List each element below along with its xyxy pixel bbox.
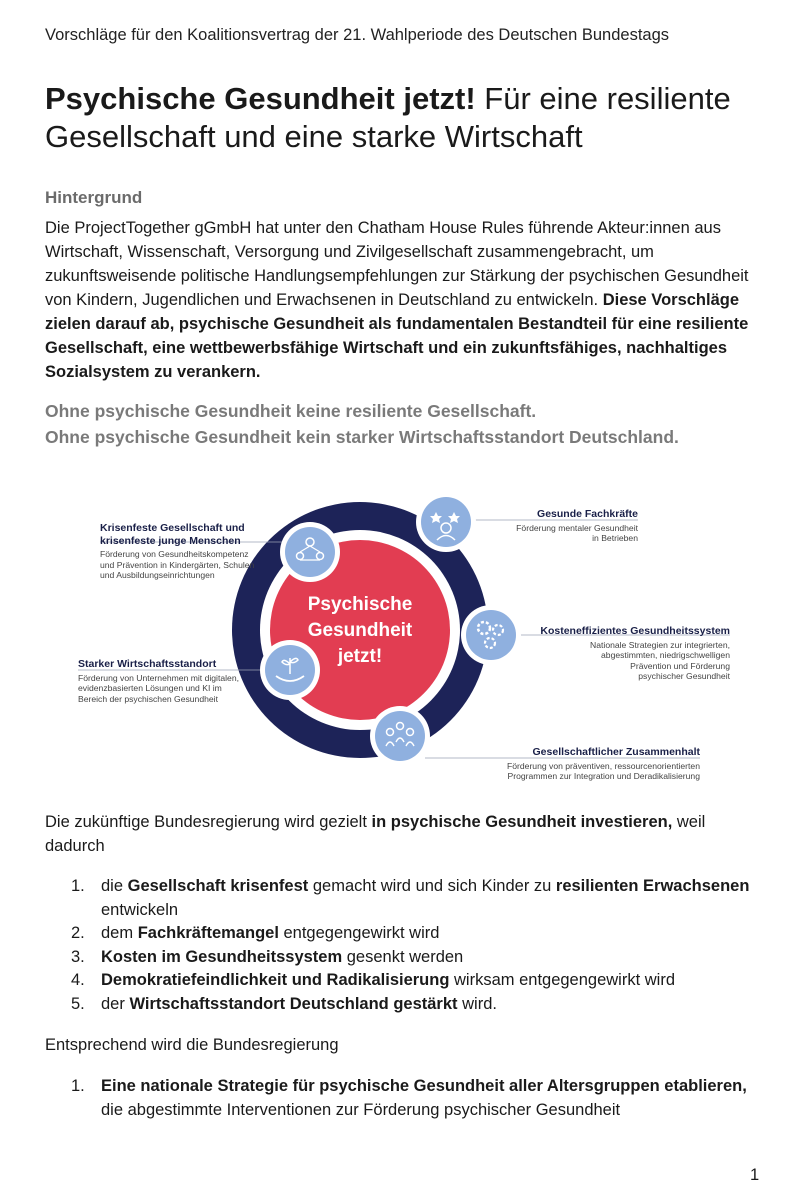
list-item-bold-text: Gesellschaft krisenfest bbox=[127, 877, 309, 895]
list-item-bold-text: Fachkräftemangel bbox=[137, 924, 279, 942]
node-desc-5b: evidenzbasierten Lösungen und KI im bbox=[78, 683, 222, 693]
node-desc-4a: Förderung von präventiven, ressourcenorientierten bbox=[507, 760, 700, 771]
diagram-center-line-2: Gesundheit bbox=[307, 620, 413, 641]
node-desc-5c: Bereich der psychischen Gesundheit bbox=[78, 693, 218, 704]
worker-stars-icon bbox=[416, 492, 476, 552]
list-item-bold-text: Kosten im Gesundheitssystem bbox=[101, 947, 343, 966]
invest-pre: Die zukünftige Bundesregierung wird gezielt bbox=[45, 813, 372, 831]
list-item bbox=[45, 946, 760, 970]
background-text: Die ProjectTogether gGmbH hat unter den Chatham House Rules führende Akteur:innen aus Wirtschaft, Wissenschaft, Versorgung und Zivilgesellschaft zusammengebracht, um zukunftsweisende politische Handlungsempfehlungen zur Stärkung der psychischen Gesundheit von Kindern, Jugendlichen und Erwachsenen in Deutschland zu entwickeln. bbox=[45, 219, 749, 309]
diagram-center-line-1: Psychische bbox=[307, 594, 413, 615]
mental-health-diagram bbox=[60, 490, 760, 790]
list-item-number: 2. bbox=[71, 924, 85, 942]
node-desc-3a: Nationale Strategien zur integrierten, bbox=[590, 639, 730, 650]
node-label-gesunde-fachkraefte bbox=[468, 508, 638, 544]
invest-bold: in psychische Gesundheit investieren, bbox=[371, 813, 673, 831]
list-item bbox=[45, 922, 760, 946]
list-item-text: gesenkt werden bbox=[342, 947, 464, 966]
diagram-center-line-3: jetzt! bbox=[337, 646, 383, 667]
list-item-text: dem bbox=[101, 924, 138, 942]
node-desc-5a: Förderung von Unternehmen mit digitalen, bbox=[78, 672, 239, 683]
slogans bbox=[45, 398, 785, 450]
node-desc-1a: Förderung von Gesundheitskompetenz bbox=[100, 549, 249, 559]
list-item-bold-text: resilienten Erwachsenen bbox=[555, 877, 750, 895]
node-desc-4 bbox=[440, 761, 700, 782]
measures-list bbox=[45, 1075, 760, 1122]
list-item-bold-text: Wirtschaftsstandort Deutschland gestärkt bbox=[129, 994, 458, 1013]
node-title-3: Kosteneffizientes Gesundheitssystem bbox=[540, 625, 730, 637]
people-network-icon bbox=[280, 522, 340, 582]
list-item bbox=[45, 969, 760, 993]
list-item-text: der bbox=[101, 994, 130, 1013]
list-item-text: wirksam entgegengewirkt wird bbox=[449, 971, 676, 989]
invest-post: weil dadurch bbox=[45, 813, 706, 855]
list-item-number: 5. bbox=[71, 994, 85, 1013]
slogan-2: Ohne psychische Gesundheit kein starker Wirtschaftsstandort Deutschland. bbox=[45, 427, 679, 447]
section-heading-background: Hintergrund bbox=[45, 188, 143, 207]
list-item-text: wird. bbox=[457, 994, 497, 1013]
node-title-5: Starker Wirtschaftsstandort bbox=[78, 658, 217, 670]
list-item-number: 1. bbox=[71, 877, 85, 895]
node-desc-5 bbox=[78, 673, 258, 705]
node-desc-3b: abgestimmten, niedrigschwelligen bbox=[601, 650, 730, 660]
list-item-text: entwickeln bbox=[101, 900, 179, 919]
node-title-1a: Krisenfeste Gesellschaft und bbox=[100, 522, 245, 534]
node-desc-1 bbox=[100, 549, 280, 581]
title-rest: Für eine resiliente Gesellschaft und eine starke Wirtschaft bbox=[45, 81, 731, 154]
node-desc-4b: Programmen zur Integration und Deradikalisierung bbox=[507, 771, 700, 781]
node-desc-2a: Förderung mentaler Gesundheit bbox=[516, 522, 638, 533]
reasons-list bbox=[45, 875, 760, 1016]
node-desc-3 bbox=[520, 640, 730, 682]
list-item bbox=[45, 1075, 760, 1122]
list-item-bold-text: Demokratiefeindlichkeit und Radikalisierung bbox=[101, 971, 450, 989]
node-title-2: Gesunde Fachkräfte bbox=[537, 508, 638, 520]
list-item-text: gemacht wird und sich Kinder zu bbox=[308, 877, 556, 895]
node-desc-2b: in Betrieben bbox=[592, 533, 638, 543]
plant-hands-icon bbox=[260, 640, 320, 700]
list-item bbox=[45, 993, 760, 1017]
node-desc-1c: und Ausbildungseinrichtungen bbox=[100, 570, 215, 580]
node-desc-1b: und Prävention in Kindergärten, Schulen bbox=[100, 559, 255, 570]
node-label-gesellschaftlicher-zusammenhalt bbox=[440, 746, 700, 782]
list-item-number: 1. bbox=[71, 1077, 85, 1095]
invest-paragraph bbox=[45, 810, 760, 858]
page-number: 1 bbox=[750, 1166, 760, 1184]
background-paragraph bbox=[45, 216, 765, 384]
list-item-text: die abgestimmte Interventionen zur Förderung psychischer Gesundheit bbox=[101, 1100, 621, 1119]
community-icon bbox=[370, 706, 430, 766]
node-label-kosteneffizientes-gesundheitssystem bbox=[520, 625, 730, 682]
node-desc-3d: psychischer Gesundheit bbox=[638, 671, 730, 681]
gears-icon bbox=[461, 605, 521, 665]
slogan-1: Ohne psychische Gesundheit keine resiliente Gesellschaft. bbox=[45, 401, 537, 421]
page-header: Vorschläge für den Koalitionsvertrag der 21. Wahlperiode des Deutschen Bundestags bbox=[45, 26, 670, 44]
list-item-number: 4. bbox=[71, 971, 85, 989]
list-item-text: die bbox=[101, 877, 128, 895]
list-item bbox=[45, 875, 760, 922]
background-bold-text: Diese Vorschläge zielen darauf ab, psychische Gesundheit als fundamentalen Bestandteil für eine resiliente Gesellschaft, eine wettbewerbsfähige Wirtschaft und ein zukunftsfähiges, nachhaltiges Sozialsystem zu verankern. bbox=[45, 291, 749, 381]
list-item-number: 3. bbox=[71, 947, 85, 966]
node-label-krisenfeste-gesellschaft bbox=[100, 522, 280, 581]
node-label-starker-wirtschaftsstandort bbox=[78, 658, 258, 704]
node-desc-3c: Prävention und Förderung bbox=[630, 660, 730, 671]
node-title-4: Gesellschaftlicher Zusammenhalt bbox=[532, 746, 700, 758]
page-title bbox=[45, 80, 775, 156]
list-item-bold-text: Eine nationale Strategie für psychische Gesundheit aller Altersgruppen etablieren, bbox=[101, 1077, 747, 1095]
node-title-1b: krisenfeste junge Menschen bbox=[100, 534, 241, 547]
list-item-text: entgegengewirkt wird bbox=[278, 924, 440, 942]
title-bold: Psychische Gesundheit jetzt! bbox=[45, 81, 476, 116]
node-desc-2 bbox=[468, 523, 638, 544]
consequence-paragraph: Entsprechend wird die Bundesregierung bbox=[45, 1036, 339, 1054]
